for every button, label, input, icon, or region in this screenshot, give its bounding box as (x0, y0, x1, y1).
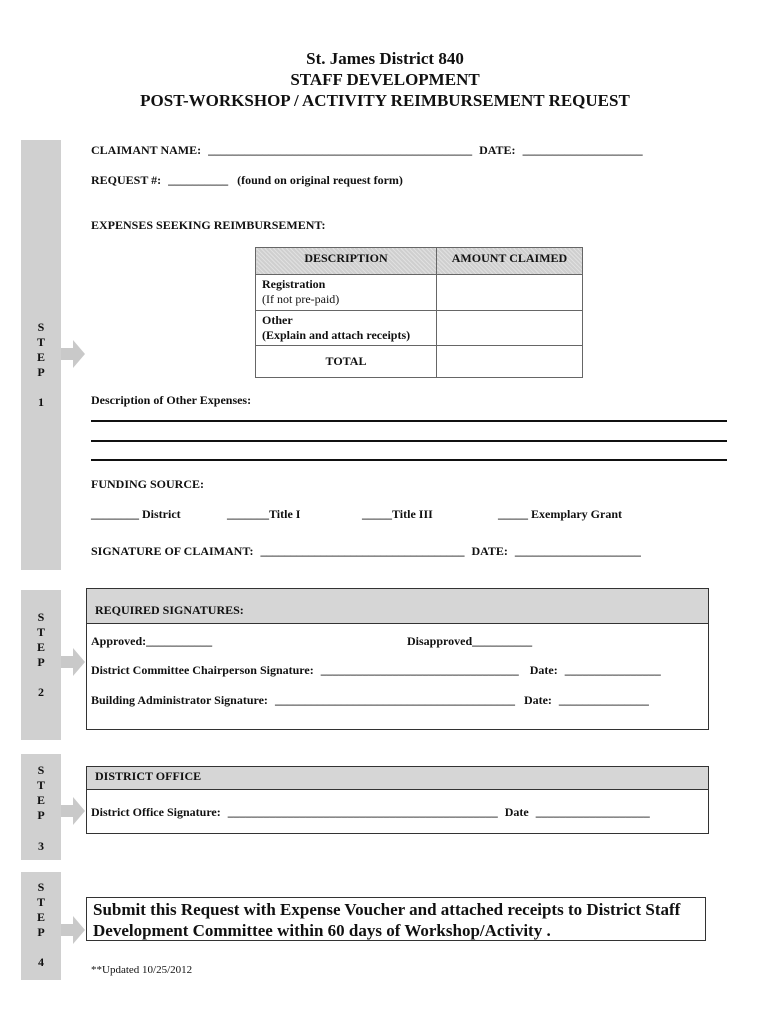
funding-title-1[interactable]: _______Title I (227, 507, 301, 521)
total-amount-field[interactable] (437, 346, 583, 378)
administrator-date-field[interactable]: _______________ (558, 693, 649, 707)
claimant-name-label: CLAIMANT NAME: (91, 143, 202, 157)
registration-label: Registration (262, 277, 326, 291)
funding-title-3[interactable]: _____Title III (362, 507, 433, 521)
claimant-signature-row (91, 544, 641, 559)
table-row (256, 346, 583, 378)
chairperson-signature-label: District Committee Chairperson Signature: (91, 663, 314, 677)
other-note: (Explain and attach receipts) (262, 328, 411, 342)
form-title-request: POST-WORKSHOP / ACTIVITY REIMBURSEMENT REQUEST (140, 91, 630, 110)
chairperson-signature-row (91, 663, 661, 678)
step-2-label: S T E P 2 (21, 610, 61, 700)
expenses-table (255, 247, 583, 378)
amount-column-header: AMOUNT CLAIMED (437, 248, 583, 275)
administrator-signature-row (91, 693, 649, 708)
description-column-header: DESCRIPTION (256, 248, 437, 275)
step-4-arrow-icon (61, 916, 85, 944)
table-row (256, 311, 583, 346)
other-expenses-line-2[interactable] (91, 440, 727, 442)
administrator-signature-label: Building Administrator Signature: (91, 693, 268, 707)
funding-exemplary-grant[interactable]: _____ Exemplary Grant (498, 507, 622, 521)
claimant-name-field[interactable]: ____________________________________________ (208, 143, 473, 157)
chairperson-date-label: Date: (529, 663, 558, 677)
step-3-number: 3 (38, 839, 44, 853)
step-4-label: S T E P 4 (21, 880, 61, 970)
district-office-box (86, 766, 709, 834)
administrator-date-label: Date: (523, 693, 552, 707)
district-office-header: DISTRICT OFFICE (87, 767, 708, 790)
funding-source-label: FUNDING SOURCE: (91, 477, 205, 491)
request-number-row (91, 173, 403, 188)
district-office-signature-field[interactable]: _____________________________________________ (227, 805, 498, 819)
claimant-signature-label: SIGNATURE OF CLAIMANT: (91, 544, 254, 558)
request-number-note: (found on original request form) (237, 173, 403, 187)
step-4-number: 4 (38, 955, 44, 969)
request-number-field[interactable]: __________ (168, 173, 229, 187)
form-title-department: STAFF DEVELOPMENT (290, 70, 480, 89)
signature-date-field[interactable]: _____________________ (514, 544, 641, 558)
step-1-arrow-icon (61, 340, 85, 368)
district-office-signature-row (91, 805, 650, 820)
form-title-district: St. James District 840 (306, 49, 464, 68)
registration-note: (If not pre-paid) (262, 292, 340, 306)
other-label: Other (262, 313, 293, 327)
district-office-date-field[interactable]: ___________________ (535, 805, 650, 819)
administrator-signature-field[interactable]: ________________________________________ (274, 693, 515, 707)
claimant-date-label: DATE: (479, 143, 516, 157)
chairperson-signature-field[interactable]: _________________________________ (320, 663, 519, 677)
district-office-date-label: Date (504, 805, 529, 819)
submit-instructions: Submit this Request with Expense Voucher and attached receipts to District Staff Development Committee within 60 days of Workshop/Activity . (86, 897, 706, 941)
other-expenses-label: Description of Other Expenses: (91, 393, 252, 407)
funding-district[interactable]: ________ District (91, 507, 181, 521)
other-expenses-line-3[interactable] (91, 459, 727, 461)
registration-cell (256, 275, 437, 311)
registration-amount-field[interactable] (437, 275, 583, 311)
updated-date-note: **Updated 10/25/2012 (91, 964, 193, 976)
table-row (256, 275, 583, 311)
approved-field[interactable]: Approved:___________ (91, 634, 213, 648)
step-3-label: S T E P 3 (21, 763, 61, 854)
other-amount-field[interactable] (437, 311, 583, 346)
step-2-arrow-icon (61, 648, 85, 676)
claimant-date-field[interactable]: ____________________ (522, 143, 643, 157)
step-1-label: S T E P 1 (21, 320, 61, 410)
total-label: TOTAL (256, 346, 437, 378)
required-signatures-header: REQUIRED SIGNATURES: (87, 589, 708, 624)
chairperson-date-field[interactable]: ________________ (564, 663, 661, 677)
expenses-heading: EXPENSES SEEKING REIMBURSEMENT: (91, 218, 326, 232)
disapproved-field[interactable]: Disapproved__________ (407, 634, 533, 648)
signature-date-label: DATE: (471, 544, 508, 558)
other-cell (256, 311, 437, 346)
step-1-number: 1 (38, 395, 44, 409)
expenses-table-header (256, 248, 583, 275)
required-signatures-box (86, 588, 709, 730)
request-number-label: REQUEST #: (91, 173, 162, 187)
step-2-number: 2 (38, 685, 44, 699)
other-expenses-line-1[interactable] (91, 420, 727, 422)
step-3-arrow-icon (61, 797, 85, 825)
district-office-signature-label: District Office Signature: (91, 805, 221, 819)
claimant-signature-field[interactable]: __________________________________ (260, 544, 465, 558)
claimant-name-row (91, 143, 643, 158)
